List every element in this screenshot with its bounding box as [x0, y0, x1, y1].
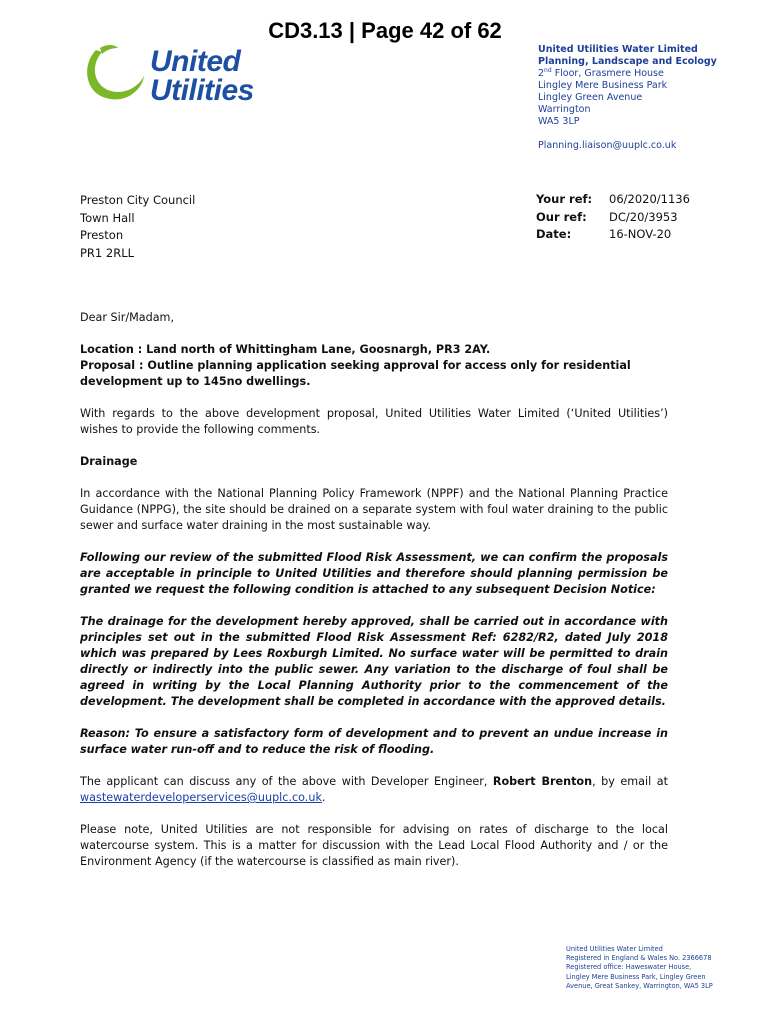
your-ref-label: Your ref: [536, 192, 593, 206]
sender-floor: 2nd Floor, Grasmere House [538, 66, 664, 79]
intro-paragraph: With regards to the above development proposal, United Utilities Water Limited (‘United Utilities’) wishes to provide the following comments. [80, 407, 668, 436]
contact-paragraph: The applicant can discuss any of the above with Developer Engineer, Robert Brenton, by email at wastewaterdeveloperservices@uuplc.co.uk. [80, 775, 668, 804]
recipient-address [80, 192, 195, 262]
footer-line: United Utilities Water Limited [566, 945, 663, 953]
contact-name: Robert Brenton [492, 775, 593, 788]
recipient-line: Preston City Council [80, 193, 196, 207]
footer-line: Registered in England & Wales No. 2366678 [566, 954, 712, 963]
letter-body [80, 310, 668, 886]
recipient-line: PR1 2RLL [80, 245, 135, 260]
drainage-heading: Drainage [80, 455, 138, 468]
sender-address-line: WA5 3LP [538, 116, 580, 127]
review-paragraph: Following our review of the submitted Flood Risk Assessment, we can confirm the proposals are acceptable in principle to United Utilities and therefore should planning permission be granted we request the following condition is attached to any subsequent Decision Notice: [80, 551, 668, 596]
salutation: Dear Sir/Madam, [80, 311, 175, 324]
location-line: Location : Land north of Whittingham Lane, Goosnargh, PR3 2AY. [80, 343, 491, 356]
footer-registration [566, 945, 756, 991]
proposal-line: Proposal : Outline planning application seeking approval for access only for residential development up to 145no dwellings. [80, 359, 631, 388]
your-ref-row [536, 191, 690, 209]
recipient-line: Preston [80, 228, 124, 242]
page-label: CD3.13 | Page 42 of 62 [268, 18, 502, 43]
note-paragraph: Please note, United Utilities are not responsible for advising on rates of discharge to the local watercourse system. This is a matter for discussion with the Lead Local Flood Authority and / or the Environment Agency (if the watercourse is classified as main river). [80, 823, 668, 868]
date-row [536, 226, 690, 244]
your-ref-value: 06/2020/1136 [609, 192, 690, 206]
recipient-line: Town Hall [80, 210, 135, 225]
logo-text-line2: Utilities [150, 74, 254, 107]
our-ref-row [536, 209, 690, 227]
sender-name: United Utilities Water Limited [538, 44, 698, 55]
date-label: Date: [536, 227, 572, 241]
footer-line: Lingley Mere Business Park, Lingley Green [566, 972, 706, 981]
sender-department: Planning, Landscape and Ecology [538, 56, 717, 67]
sender-address-line: Warrington [538, 104, 591, 115]
condition-paragraph: The drainage for the development hereby approved, shall be carried out in accordance with principles set out in the submitted Flood Risk Assessment Ref: 6282/R2, dated July 2018 which was prepared by Lees Roxburgh Limited. No surface water will be permitted to drain directly or indirectly into the public sewer. Any variation to the discharge of foul shall be agreed in writing by the Local Planning Authority prior to the commencement of the development. The development shall be completed in accordance with the approved details. [80, 615, 668, 708]
footer-line: Avenue, Great Sankey, Warrington, WA5 3LP [566, 981, 713, 990]
footer-line: Registered office: Haweswater House, [566, 963, 692, 972]
logo-text-line1: United [150, 45, 241, 78]
reference-block [536, 191, 690, 244]
sender-address-line: Lingley Mere Business Park [538, 80, 668, 91]
date-value: 16-NOV-20 [609, 227, 672, 241]
sender-email: Planning.liaison@uuplc.co.uk [538, 140, 677, 151]
contact-email-link[interactable]: wastewaterdeveloperservices@uuplc.co.uk [80, 791, 322, 804]
drainage-paragraph: In accordance with the National Planning Policy Framework (NPPF) and the National Planning Practice Guidance (NPPG), the site should be drained on a separate system with foul water draining to the public sewer and surface water draining in the most sustainable way. [80, 487, 668, 532]
sender-address [538, 44, 758, 152]
our-ref-label: Our ref: [536, 209, 587, 224]
sender-address-line: Lingley Green Avenue [538, 92, 643, 103]
our-ref-value: DC/20/3953 [609, 209, 678, 224]
reason-paragraph: Reason: To ensure a satisfactory form of development and to prevent an undue increase in surface water run-off and to reduce the risk of flooding. [80, 727, 668, 756]
